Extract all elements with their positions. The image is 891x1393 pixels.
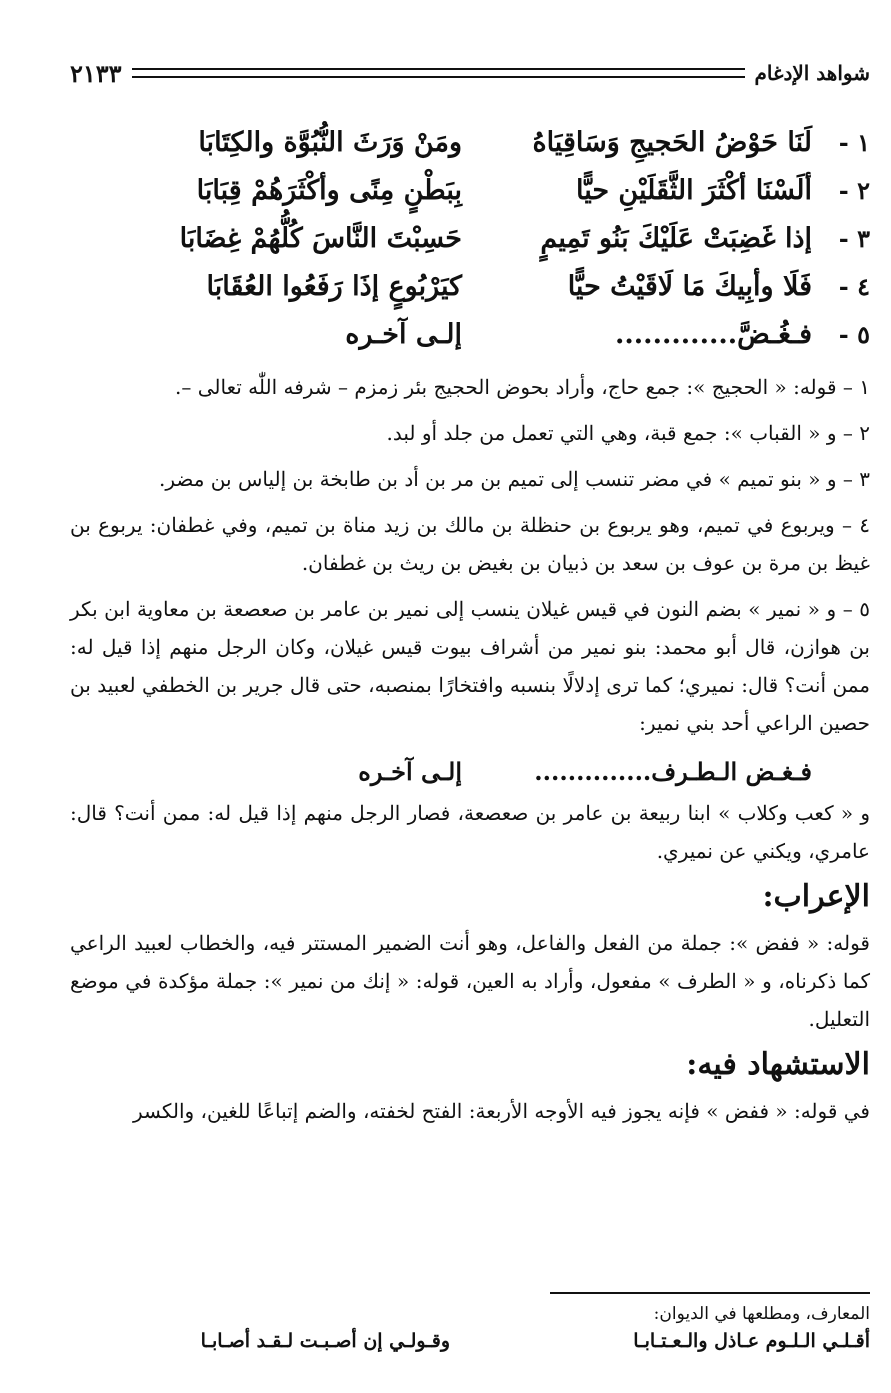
page-header xyxy=(70,58,870,88)
verse-first-hemistich: ألَسْنَا أكْثَرَ الثَّقَلَيْنِ حيًّا xyxy=(575,174,812,206)
footnote-intro: المعارف، ومطلعها في الديوان: xyxy=(653,1304,870,1324)
note-paragraph: ٤ – ويربوع في تميم، وهو يربوع بن حنظلة بن مالك بن زيد مناة بن تميم، وفي غطفان: يربوع بن غيظ بن مرة بن عوف بن سعد بن ذبيان بن بغيض بن ريث بن غطفان. xyxy=(70,513,870,575)
note-paragraph: ٢ – و « القباب »: جمع قبة، وهي التي تعمل من جلد أو لبد. xyxy=(386,421,870,445)
verse-second-hemistich: إلـى آخـره xyxy=(345,318,462,350)
verse-number: ٣ - xyxy=(838,223,870,253)
footnote-second-hemistich: وقـولـي إن أصـبـت لـقـد أصـابـا xyxy=(200,1330,450,1352)
inline-verse xyxy=(70,750,870,794)
verse-number: ٥ - xyxy=(838,319,870,349)
footnote xyxy=(70,1304,870,1352)
note-paragraph: ٣ – و « بنو تميم » في مضر تنسب إلى تميم بن مر بن أد بن طابخة بن إلياس بن مضر. xyxy=(158,467,870,491)
note-paragraph: ١ – قوله: « الحجيج »: جمع حاج، وأراد بحوض الحجيج بئر زمزم – شرفه اللّٰه تعالى –. xyxy=(175,375,870,399)
verse-number: ٢ - xyxy=(838,175,870,205)
verse-second-hemistich: حَسِبْتَ النَّاسَ كُلُّهُمْ غِضَابَا xyxy=(179,222,462,254)
footnote-rule xyxy=(550,1292,870,1294)
verse-first-hemistich: فَلَا وأبِيكَ مَا لَاقَيْتُ حيًّا xyxy=(567,270,812,302)
verse-number: ٤ - xyxy=(838,271,870,301)
header-rule xyxy=(132,68,745,78)
verse-first-hemistich: لَنَا حَوْضُ الحَجيجِ وَسَاقِيَاهُ xyxy=(532,126,812,158)
verse-line xyxy=(70,310,870,358)
note-paragraph: و « كعب وكلاب » ابنا ربيعة بن عامر بن صعصعة، فصار الرجل منهم إذا قيل له: ممن أنت؟ قال: عامري، ويكني عن نميري. xyxy=(70,801,870,863)
istishhad-paragraph: في قوله: « ففض » فإنه يجوز فيه الأوجه الأربعة: الفتح لخفته، والضم إتباعًا للغين، والكسر xyxy=(132,1099,870,1123)
verse-second-hemistich: بِبَطْنٍ مِنًى وأكْثَرَهُمْ قِبَابَا xyxy=(196,174,462,206)
verse-first-hemistich: فـغُـضَّ............. xyxy=(614,318,812,350)
section-heading-i3rab: الإعراب: xyxy=(762,879,870,914)
page-number: ٢١٣٣ xyxy=(70,58,122,88)
verse-line xyxy=(70,262,870,310)
section-heading-istishhad: الاستشهاد فيه: xyxy=(686,1047,870,1082)
note-paragraph: ٥ – و « نمير » بضم النون في قيس غيلان ينسب إلى نمير بن عامر بن صعصعة بن معاوية ابن بكر بن هوازن، قال أبو محمد: بنو نمير من أشراف بيوت قيس غيلان، وكان الرجل منهم إذا قيل له: ممن أنت؟ قال: نميري؛ كما ترى إدلالًا بنسبه وافتخارًا بمنصبه، حتى قال جرير بن الخطفي لعبيد بن حصين الراعي أحد بني نمير: xyxy=(70,597,870,735)
verse-number: ١ - xyxy=(838,127,870,157)
verse-second-hemistich: كيَرْبُوعٍ إذَا رَفَعُوا العُقَابَا xyxy=(206,270,462,302)
inline-verse-second-hemistich: إلـى آخـره xyxy=(358,757,462,786)
footnote-first-hemistich: أقـلـي الـلـوم عـاذل والـعـتـابـا xyxy=(633,1330,870,1352)
verse-line xyxy=(70,166,870,214)
verse-line xyxy=(70,214,870,262)
verse-second-hemistich: ومَنْ وَرَثَ النُّبُوَّة والكِتَابَا xyxy=(198,126,462,158)
verse-first-hemistich: إذا غَضِبَتْ عَلَيْكَ بَنُو تَمِيمٍ xyxy=(540,222,812,254)
commentary-body xyxy=(70,368,870,1138)
verses-block xyxy=(70,118,870,358)
document-page xyxy=(70,50,870,1370)
inline-verse-first-hemistich: فـغـض الـطـرف.............. xyxy=(534,757,812,786)
verse-line xyxy=(70,118,870,166)
footnote-verse xyxy=(70,1330,870,1352)
i3rab-paragraph: قوله: « ففض »: جملة من الفعل والفاعل، وهو أنت الضمير المستتر فيه، والخطاب لعبيد الراعي كما ذكرناه، و « الطرف » مفعول، وأراد به العين، قوله: « إنك من نمير »: جملة مؤكدة في موضع التعليل. xyxy=(70,931,870,1031)
running-title: شواهد الإدغام xyxy=(754,61,870,85)
